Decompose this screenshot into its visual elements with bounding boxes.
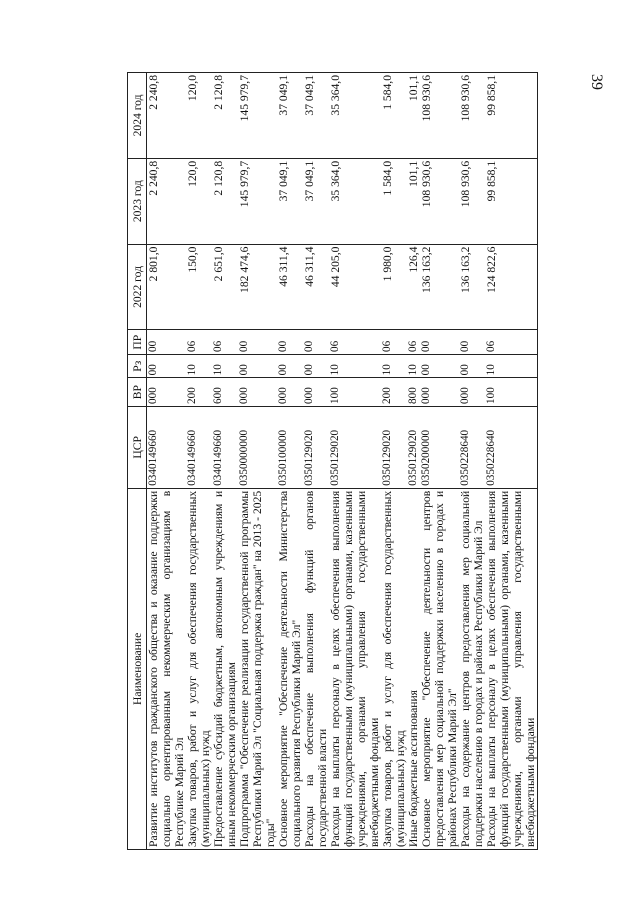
row-value-2024: 37 049,1 (303, 73, 329, 159)
table-row (238, 73, 277, 850)
row-rz: 10 (186, 355, 212, 378)
rotated-page-content (127, 70, 607, 850)
row-value-2024: 108 930,6 (459, 73, 485, 159)
row-csr: 0350228640 (485, 406, 538, 488)
row-value-2023: 145 979,7 (238, 158, 277, 244)
row-pr: 00 (459, 330, 485, 355)
header-vr: ВР (128, 378, 147, 407)
table-row (329, 73, 381, 850)
table-row (485, 73, 538, 850)
row-name: Закупка товаров, работ и услуг для обеспечения государственных (муниципальных) нужд (381, 488, 407, 849)
row-value-2024: 35 364,0 (329, 73, 381, 159)
row-rz: 00 (277, 355, 303, 378)
row-value-2024: 145 979,7 (238, 73, 277, 159)
row-value-2023: 2 240,8 (147, 158, 187, 244)
row-value-2023: 37 049,1 (277, 158, 303, 244)
row-name: Предоставление субсидий бюджетным, автономным учреждениям и иным некоммерческим организациям (212, 488, 238, 849)
row-name: Иные бюджетные ассигнования (407, 488, 420, 849)
row-name: Закупка товаров, работ и услуг для обеспечения государственных (муниципальных) нужд (186, 488, 212, 849)
row-csr: 0340149660 (212, 406, 238, 488)
row-value-2023: 37 049,1 (303, 158, 329, 244)
row-vr: 000 (303, 378, 329, 407)
row-pr: 00 (303, 330, 329, 355)
row-rz: 00 (147, 355, 187, 378)
row-rz: 10 (485, 355, 538, 378)
row-value-2023: 120,0 (186, 158, 212, 244)
row-vr: 000 (420, 378, 459, 407)
row-pr: 06 (381, 330, 407, 355)
budget-table (127, 72, 538, 850)
row-vr: 200 (381, 378, 407, 407)
row-value-2022: 2 801,0 (147, 244, 187, 330)
table-row (303, 73, 329, 850)
row-value-2024: 2 120,8 (212, 73, 238, 159)
row-vr: 000 (277, 378, 303, 407)
row-vr: 100 (485, 378, 538, 407)
table-header-row (128, 73, 147, 850)
row-rz: 00 (303, 355, 329, 378)
row-value-2024: 108 930,6 (420, 73, 459, 159)
row-rz: 10 (212, 355, 238, 378)
row-pr: 06 (329, 330, 381, 355)
row-value-2023: 35 364,0 (329, 158, 381, 244)
row-pr: 06 (485, 330, 538, 355)
row-name: Расходы на выплаты персоналу в целях обеспечения выполнения функций государственными (муниципальными) органами, казенными учреждениями, органами управления государственными внебюджетными фондами (485, 488, 538, 849)
table-row (147, 73, 187, 850)
row-csr: 0350129020 (381, 406, 407, 488)
row-pr: 00 (147, 330, 187, 355)
row-value-2023: 1 584,0 (381, 158, 407, 244)
page-number: 39 (588, 74, 605, 90)
header-rz: Рз (128, 355, 147, 378)
row-value-2022: 126,4 (407, 244, 420, 330)
row-value-2024: 101,1 (407, 73, 420, 159)
row-value-2023: 99 858,1 (485, 158, 538, 244)
row-pr: 06 (407, 330, 420, 355)
header-name: Наименование (128, 488, 147, 849)
row-value-2022: 1 980,0 (381, 244, 407, 330)
row-csr: 0350129020 (303, 406, 329, 488)
row-name: Подпрограмма "Обеспечение реализации государственной программы Республики Марий Эл "Социальная поддержка граждан" на 2013 - 2025 годы" (238, 488, 277, 849)
row-rz: 10 (329, 355, 381, 378)
row-name: Основное мероприятие "Обеспечение деятельности Министерства социального развития Республики Марий Эл" (277, 488, 303, 849)
table-row (407, 73, 420, 850)
table-body (147, 73, 538, 850)
row-csr: 0350200000 (420, 406, 459, 488)
row-rz: 10 (407, 355, 420, 378)
row-value-2024: 99 858,1 (485, 73, 538, 159)
header-2022: 2022 год (128, 244, 147, 330)
table-row (459, 73, 485, 850)
row-value-2022: 136 163,2 (459, 244, 485, 330)
row-name: Расходы на содержание центров предоставления мер социальной поддержки населению в городах и районах Республики Марий Эл (459, 488, 485, 849)
row-rz: 10 (381, 355, 407, 378)
table-row (381, 73, 407, 850)
row-name: Развитие институтов гражданского общества и оказание поддержки социально ориентированным некоммерческим организациям в Республике Марий Эл (147, 488, 187, 849)
row-vr: 200 (186, 378, 212, 407)
row-value-2022: 124 822,6 (485, 244, 538, 330)
row-name: Расходы на выплаты персоналу в целях обеспечения выполнения функций государственными (муниципальными) органами, казенными учреждениями, органами управления государственными внебюджетными фондами (329, 488, 381, 849)
row-vr: 000 (147, 378, 187, 407)
row-vr: 000 (238, 378, 277, 407)
row-csr: 0340149660 (186, 406, 212, 488)
header-pr: ПР (128, 330, 147, 355)
row-pr: 06 (186, 330, 212, 355)
row-vr: 100 (329, 378, 381, 407)
row-value-2022: 2 651,0 (212, 244, 238, 330)
row-value-2023: 108 930,6 (420, 158, 459, 244)
table-row (212, 73, 238, 850)
row-name: Основное мероприятие "Обеспечение деятельности центров предоставления мер социальной поддержки населению в городах и районах Республики Марий Эл" (420, 488, 459, 849)
row-csr: 0350228640 (459, 406, 485, 488)
row-value-2024: 120,0 (186, 73, 212, 159)
row-value-2024: 1 584,0 (381, 73, 407, 159)
row-value-2022: 46 311,4 (303, 244, 329, 330)
table-row (420, 73, 459, 850)
row-rz: 00 (238, 355, 277, 378)
row-value-2022: 150,0 (186, 244, 212, 330)
row-pr: 00 (277, 330, 303, 355)
row-value-2023: 108 930,6 (459, 158, 485, 244)
row-rz: 00 (459, 355, 485, 378)
row-rz: 00 (420, 355, 459, 378)
row-value-2023: 101,1 (407, 158, 420, 244)
row-value-2023: 2 120,8 (212, 158, 238, 244)
row-value-2024: 37 049,1 (277, 73, 303, 159)
row-value-2022: 46 311,4 (277, 244, 303, 330)
table-row (186, 73, 212, 850)
row-csr: 0350100000 (277, 406, 303, 488)
row-name: Расходы на обеспечение выполнения функций органов государственной власти (303, 488, 329, 849)
row-value-2022: 182 474,6 (238, 244, 277, 330)
row-pr: 00 (420, 330, 459, 355)
row-pr: 06 (212, 330, 238, 355)
header-csr: ЦСР (128, 406, 147, 488)
row-value-2022: 136 163,2 (420, 244, 459, 330)
row-pr: 00 (238, 330, 277, 355)
row-csr: 0340149660 (147, 406, 187, 488)
row-csr: 0350129020 (329, 406, 381, 488)
header-2023: 2023 год (128, 158, 147, 244)
table-row (277, 73, 303, 850)
row-vr: 600 (212, 378, 238, 407)
row-csr: 0350129020 (407, 406, 420, 488)
row-value-2024: 2 240,8 (147, 73, 187, 159)
row-value-2022: 44 205,0 (329, 244, 381, 330)
row-vr: 800 (407, 378, 420, 407)
header-2024: 2024 год (128, 73, 147, 159)
row-vr: 000 (459, 378, 485, 407)
row-csr: 0350000000 (238, 406, 277, 488)
